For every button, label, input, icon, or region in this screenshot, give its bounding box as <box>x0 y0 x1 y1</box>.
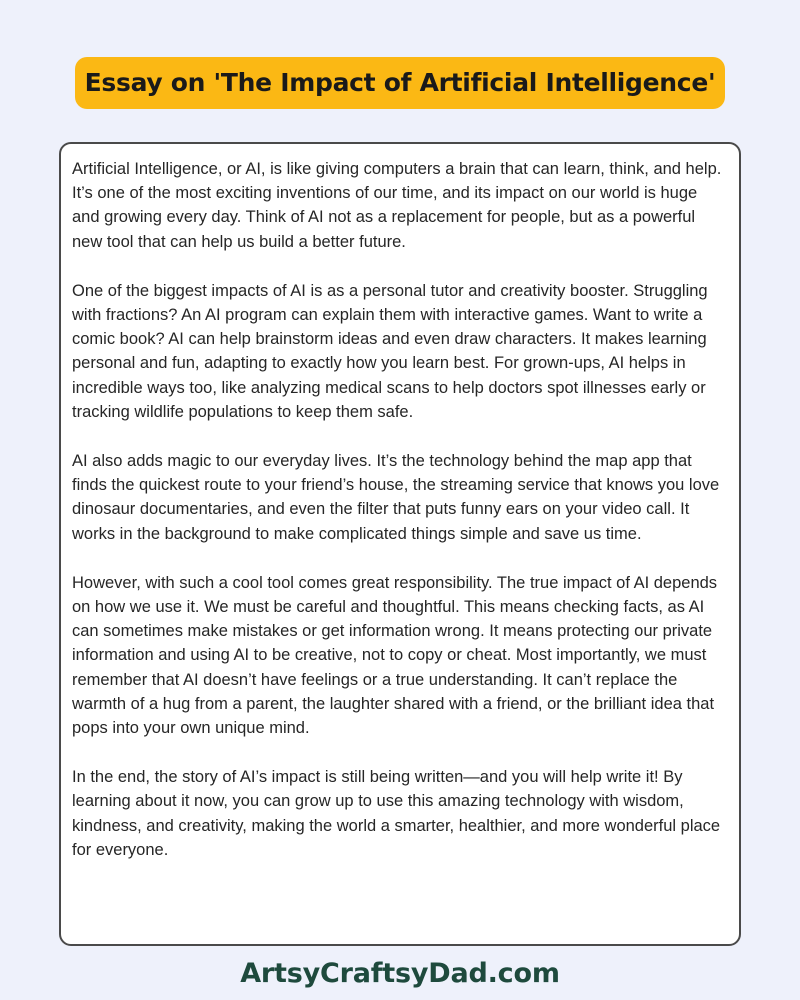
title-container <box>0 57 800 109</box>
essay-paragraph-4: However, with such a cool tool comes great responsibility. The true impact of AI depends on how we use it. We must be careful and thoughtful. This means checking facts, as AI can sometimes make mistakes or get information wrong. It means protecting our private information and using AI to be creative, not to copy or cheat. Most importantly, we must remember that AI doesn’t have feelings or a true understanding. It can’t replace the warmth of a hug from a parent, the laughter shared with a friend, or the brilliant idea that pops into your own unique mind. <box>72 573 718 738</box>
essay-paragraph-5: In the end, the story of AI’s impact is still being written—and you will help write it! By learning about it now, you can grow up to use this amazing technology with wisdom, kindness, and creativity, making the world a smarter, healthier, and more wonderful place for everyone. <box>72 768 721 859</box>
essay-paragraph-2: One of the biggest impacts of AI is as a personal tutor and creativity booster. Struggling with fractions? An AI program can explain them with interactive games. Want to write a comic book? AI can help brainstorm ideas and even draw characters. It makes learning personal and fun, adapting to exactly how you learn best. For grown-ups, AI helps in incredible ways too, like analyzing medical scans to help doctors spot illnesses early or tracking wildlife populations to keep them safe. <box>72 281 708 421</box>
essay-card <box>59 142 741 946</box>
page-title: Essay on 'The Impact of Artificial Intelligence' <box>75 57 726 109</box>
site-footer: ArtsyCraftsyDad.com <box>240 958 560 989</box>
essay-paragraph-1: Artificial Intelligence, or AI, is like giving computers a brain that can learn, think, and help. It’s one of the most exciting inventions of our time, and its impact on our world is huge and growing every day. Think of AI not as a replacement for people, but as a powerful new tool that can help us build a better future. <box>72 160 722 251</box>
essay-paragraph-3: AI also adds magic to our everyday lives. It’s the technology behind the map app that finds the quickest route to your friend’s house, the streaming service that knows you love dinosaur documentaries, and even the filter that puts funny ears on your video call. It works in the background to make complicated things simple and save us time. <box>72 452 720 543</box>
